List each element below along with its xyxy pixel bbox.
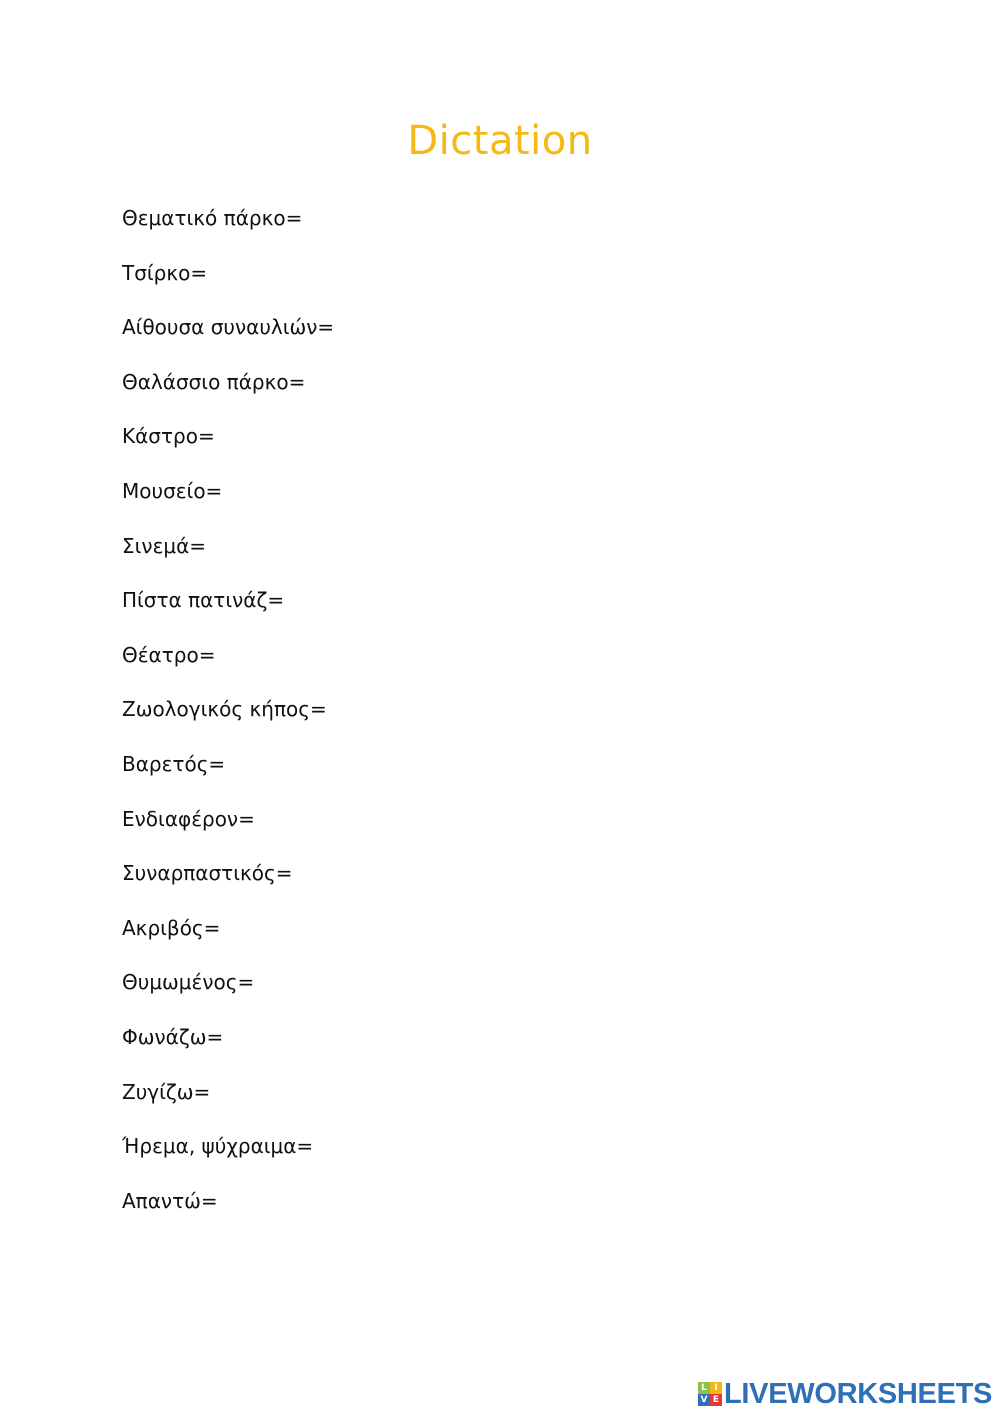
list-item: Φωνάζω= bbox=[122, 1024, 224, 1049]
list-item: Σινεμά= bbox=[122, 533, 207, 558]
liveworksheets-logo-icon bbox=[698, 1382, 722, 1406]
logo-tile: V bbox=[698, 1394, 710, 1406]
logo-tile: E bbox=[710, 1394, 722, 1406]
word-list bbox=[122, 201, 334, 1238]
list-item: Θέατρο= bbox=[122, 642, 216, 667]
list-item: Κάστρο= bbox=[122, 424, 215, 449]
list-item: Ζωολογικός κήπος= bbox=[122, 697, 327, 722]
list-item: Ενδιαφέρον= bbox=[122, 806, 255, 831]
list-item: Αίθουσα συναυλιών= bbox=[122, 315, 335, 340]
list-item: Μουσείο= bbox=[122, 478, 223, 503]
list-item: Θυμωμένος= bbox=[122, 970, 255, 995]
list-item: Ακριβός= bbox=[122, 915, 221, 940]
logo-tile: I bbox=[710, 1382, 722, 1394]
list-item: Βαρετός= bbox=[122, 751, 226, 776]
list-item: Απαντώ= bbox=[122, 1188, 218, 1213]
list-item: Θαλάσσιο πάρκο= bbox=[122, 369, 306, 394]
list-item: Συναρπαστικός= bbox=[122, 861, 293, 886]
logo-tile: L bbox=[698, 1382, 710, 1394]
list-item: Ζυγίζω= bbox=[122, 1079, 211, 1104]
page-title: Dictation bbox=[407, 118, 593, 164]
list-item: Θεματικό πάρκο= bbox=[122, 206, 303, 230]
brand-name: LIVEWORKSHEETS bbox=[724, 1377, 993, 1410]
list-item: Τσίρκο= bbox=[122, 260, 208, 285]
liveworksheets-brand[interactable] bbox=[698, 1379, 992, 1409]
list-item: Ήρεμα, ψύχραιμα= bbox=[122, 1134, 314, 1159]
list-item: Πίστα πατινάζ= bbox=[122, 588, 285, 613]
